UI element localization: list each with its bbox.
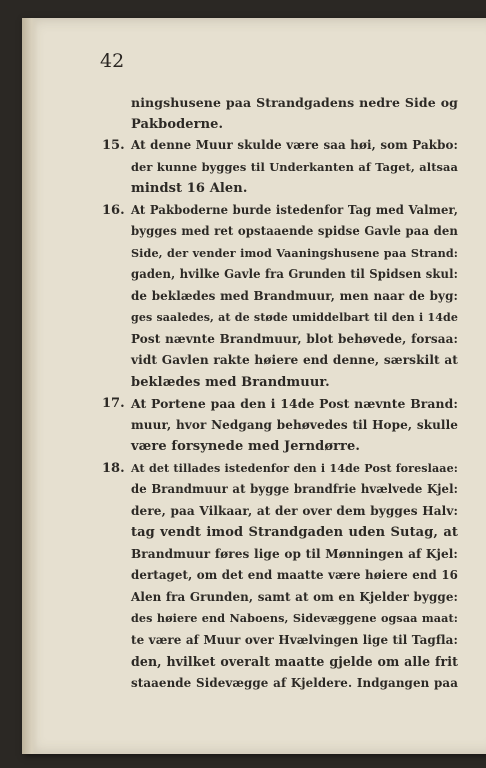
page-gutter [22, 18, 38, 754]
text-line: Post nævnte Brandmuur, blot behøvede, forsaa: [131, 331, 458, 346]
entry-15 [102, 135, 458, 200]
entry-number: 16. [102, 202, 125, 218]
text-line: ningshusene paa Strandgadens nedre Side og [131, 95, 458, 110]
text-line: de Brandmuur at bygge brandfrie hvælvede Kjel: [131, 482, 458, 496]
text-line: den, hvilket overalt maatte gjelde om alle frit [131, 654, 458, 669]
text-line: At denne Muur skulde være saa høi, som Pakbo: [131, 138, 458, 152]
text-line: staaende Sidevægge af Kjeldere. Indgangen paa [131, 675, 458, 690]
text-line: Pakboderne. [131, 116, 224, 132]
text-line: gaden, hvilke Gavle fra Grunden til Spidsen skul: [131, 267, 458, 281]
entry-16 [102, 200, 458, 394]
text-line: Side, der vender imod Vaaningshusene paa Strand: [131, 245, 458, 260]
text-line: der kunne bygges til Underkanten af Taget, altsaa [131, 159, 458, 174]
text-line: de beklædes med Brandmuur, men naar de byg: [131, 288, 458, 303]
text-line: des høiere end Naboens, Sidevæggene ogsaa maat: [131, 611, 458, 625]
text-line: dere, paa Vilkaar, at der over dem bygges Halv: [131, 503, 458, 518]
text-line: At Pakboderne burde istedenfor Tag med Valmer, [131, 202, 458, 217]
entry-18 [102, 458, 458, 695]
text-line: mindst 16 Alen. [131, 181, 248, 196]
entry-number: 18. [102, 460, 125, 476]
entry-17 [102, 393, 458, 458]
entry-number: 17. [102, 396, 125, 411]
text-line: beklædes med Brandmuur. [131, 374, 330, 390]
text-line: vidt Gavlen rakte høiere end denne, særskilt at [131, 353, 458, 367]
page-body [102, 92, 458, 694]
continuation-text [102, 92, 458, 135]
text-line: Alen fra Grunden, samt at om en Kjelder bygge: [131, 589, 458, 604]
text-line: At Portene paa den i 14de Post nævnte Brand: [131, 396, 458, 411]
text-line: Brandmuur føres lige op til Mønningen af Kjel: [131, 546, 458, 561]
entry-number: 15. [102, 138, 125, 153]
text-line: muur, hvor Nedgang behøvedes til Hope, skulle [131, 417, 458, 432]
text-line: dertaget, om det end maatte være høiere end 16 [131, 568, 458, 582]
text-line: bygges med ret opstaaende spidse Gavle paa den [131, 224, 458, 238]
text-line: ges saaledes, at de støde umiddelbart til den i 14de [131, 311, 458, 324]
text-line: tag vendt imod Strandgaden uden Sutag, at [131, 525, 458, 540]
text-line: være forsynede med Jerndørre. [131, 439, 360, 454]
text-line: te være af Muur over Hvælvingen lige til Tagfla: [131, 632, 458, 647]
text-line: At det tillades istedenfor den i 14de Post foreslaae: [131, 461, 458, 475]
page-number: 42 [100, 50, 125, 72]
